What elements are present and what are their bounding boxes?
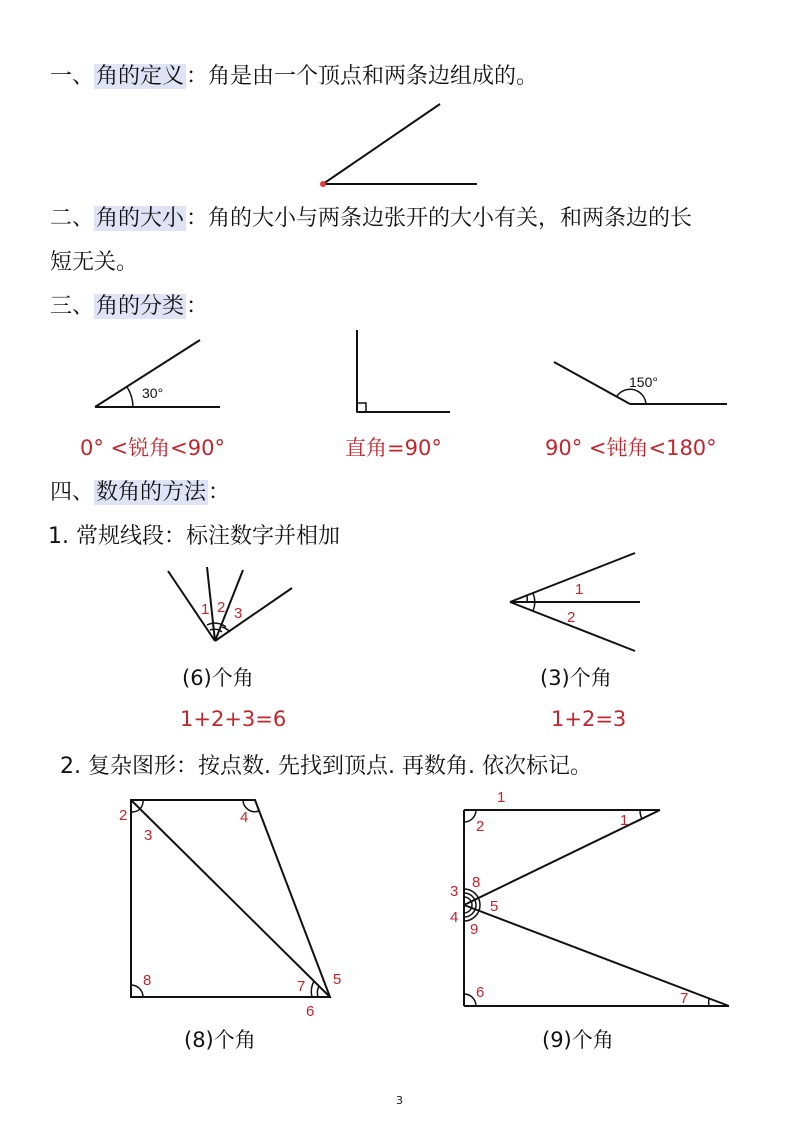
fig2b-label-5: 5 xyxy=(490,898,499,915)
section-2-text-line1: ：角的大小与两条边张开的大小有关，和两条边的长 xyxy=(186,206,693,231)
fig-a-label-2: 2 xyxy=(217,599,226,616)
ray-upper xyxy=(510,553,635,602)
section-3-colon: ： xyxy=(186,294,209,319)
fig2b-arc-top-left xyxy=(464,810,476,822)
section-3-title: 角的分类 xyxy=(96,294,185,319)
fig-b-label-1: 1 xyxy=(575,581,584,598)
method-2-fig-b xyxy=(450,789,729,1007)
fig2b-label-top-1: 1 xyxy=(497,789,506,806)
definition-angle-figure xyxy=(320,104,477,187)
fig2a-label-3: 3 xyxy=(144,827,153,844)
method-1-fig-b-count: (3)个角 xyxy=(540,666,612,690)
section-4-colon: ： xyxy=(208,480,231,505)
obtuse-angle-caption: 90° <钝角<180° xyxy=(545,436,717,460)
fan-arc-right xyxy=(222,627,230,632)
acute-angle-caption: 0° <锐角<90° xyxy=(80,436,225,460)
trapezoid-diagonal xyxy=(131,800,330,997)
method-1-fig-b xyxy=(510,553,640,651)
right-angle-caption: 直角=90° xyxy=(345,436,442,460)
fig-a-label-3: 3 xyxy=(234,605,243,622)
section-2-text-line2: 短无关。 xyxy=(50,250,139,275)
fig2b-label-4: 4 xyxy=(450,909,459,926)
fig-b-label-2: 2 xyxy=(567,609,576,626)
fig2b-label-2: 2 xyxy=(476,818,485,835)
section-4-number: 四、 xyxy=(50,480,95,505)
acute-angle-arc xyxy=(127,387,133,407)
fig2b-label-9: 9 xyxy=(470,921,479,938)
method-1-fig-b-formula: 1+2=3 xyxy=(551,707,627,731)
fig2a-label-5: 5 xyxy=(333,971,342,988)
fig2b-arc-top-right xyxy=(640,810,642,819)
fig2a-label-8: 8 xyxy=(143,972,152,989)
section-2-title: 角的大小 xyxy=(96,206,185,231)
method-1-fig-a xyxy=(168,567,292,641)
page-number: 3 xyxy=(396,1094,403,1107)
method-2-fig-b-count: (9)个角 xyxy=(542,1028,614,1052)
method-1-fig-a-formula: 1+2+3=6 xyxy=(180,707,287,731)
fig2b-upper-diagonal xyxy=(464,810,660,905)
fig2b-arc-bottom-left xyxy=(464,994,476,1006)
fig2b-label-8: 8 xyxy=(472,874,481,891)
right-angle-marker xyxy=(357,403,366,412)
angle-side-slanted xyxy=(323,104,440,184)
fig2a-label-4: 4 xyxy=(240,809,249,826)
arc-vertex-br-2 xyxy=(317,986,319,997)
obtuse-angle-label: 150° xyxy=(629,374,658,390)
section-3-number: 三、 xyxy=(50,294,95,319)
arc-vertex-br-3 xyxy=(323,980,326,987)
fig2b-label-1: 1 xyxy=(620,812,629,829)
fig-a-label-1: 1 xyxy=(201,601,210,618)
section-1-title: 角的定义 xyxy=(96,64,185,89)
section-1-text: ：角是由一个顶点和两条边组成的。 xyxy=(186,64,539,89)
obtuse-side-slanted xyxy=(554,362,630,404)
arc-vertex-bl xyxy=(131,985,143,997)
fig2a-label-7: 7 xyxy=(297,978,306,995)
method-2-title: 2. 复杂图形：按点数. 先找到顶点. 再数角. 依次标记。 xyxy=(60,754,592,779)
obtuse-angle-arc xyxy=(617,389,646,404)
fan-arc-outer xyxy=(207,623,226,627)
fig2b-label-7: 7 xyxy=(680,990,689,1007)
section-2-number: 二、 xyxy=(50,206,95,231)
method-2-fig-a-count: (8)个角 xyxy=(184,1028,256,1052)
section-1-number: 一、 xyxy=(50,64,95,89)
fig2b-lower-diagonal xyxy=(464,905,729,1006)
method-1-fig-a-count: (6)个角 xyxy=(182,666,254,690)
acute-angle-label: 30° xyxy=(142,385,164,401)
ray-4 xyxy=(215,588,292,641)
arc-vertex-tl-2 xyxy=(140,800,143,809)
vertex-dot xyxy=(320,181,326,187)
arc-vertex-tl xyxy=(131,809,140,812)
fig2b-label-3: 3 xyxy=(450,883,459,900)
right-angle-figure xyxy=(357,330,450,412)
arc-vertex-br-1 xyxy=(311,981,314,997)
acute-angle-figure xyxy=(95,340,220,407)
method-1-title: 1. 常规线段：标注数字并相加 xyxy=(48,524,340,549)
fig2a-label-6: 6 xyxy=(306,1003,315,1020)
section-4-title: 数角的方法 xyxy=(96,480,207,505)
fig2a-label-2: 2 xyxy=(119,807,128,824)
fig2b-label-6: 6 xyxy=(476,984,485,1001)
obtuse-angle-figure xyxy=(554,362,727,404)
method-2-fig-a xyxy=(119,800,341,1020)
